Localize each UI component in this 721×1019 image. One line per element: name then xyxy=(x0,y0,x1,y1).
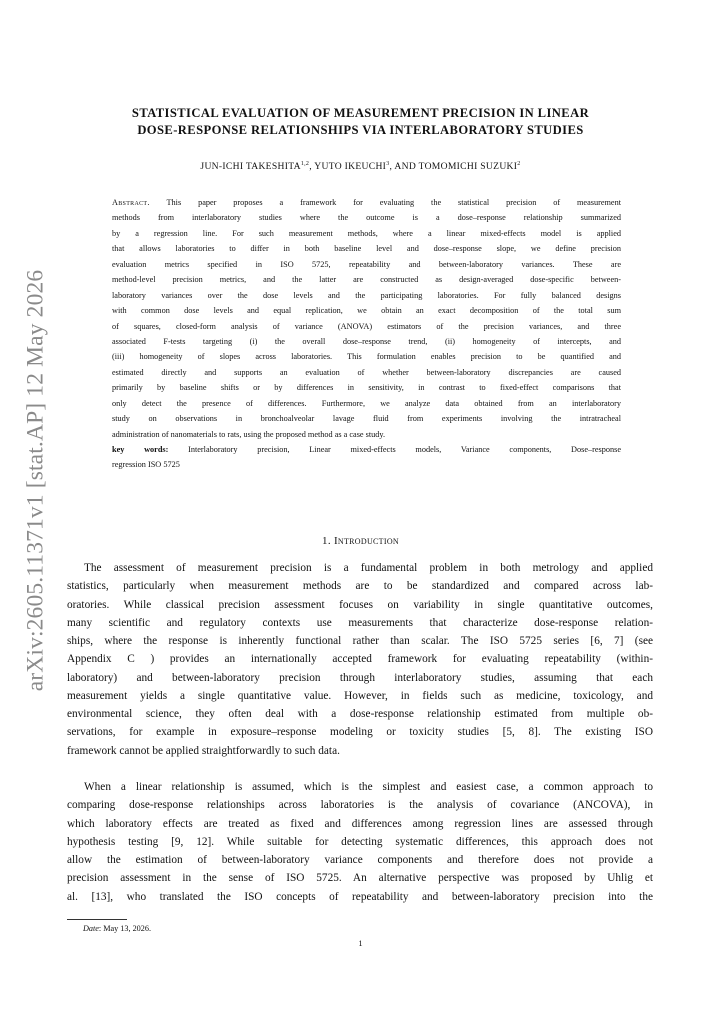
abstract-line: methods from interlaboratory studies where the outcome is a dose–response relationship summarized xyxy=(112,213,621,223)
keywords-text: Interlaboratory precision, Linear mixed-effects models, Variance components, Dose–response xyxy=(188,445,621,454)
paragraph-line: hypothesis testing [9, 12]. While suitable for detecting systematic differences, this approach does not xyxy=(67,835,653,848)
abstract-line: by a regression line. For such measurement methods, where a linear mixed-effects model is applied xyxy=(112,228,621,238)
abstract-line: with common dose levels and equal replication, we obtain an exact decomposition of the total sum xyxy=(112,306,621,316)
paragraph-line: comparing dose-response relationships across laboratories is the analysis of covariance (ANCOVA), in xyxy=(67,799,653,812)
author-name: , YUTO IKEUCHI xyxy=(309,161,387,173)
paragraph-line: which laboratory effects are treated as fixed and differences among regression lines are assessed through xyxy=(67,817,653,830)
abstract-line: study on observations in bronchoalveolar lavage fluid from experiments involving the intratracheal xyxy=(112,414,621,424)
section-title: Introduction xyxy=(333,535,399,547)
abstract-line: administration of nanomaterials to rats, using the proposed method as a case study. xyxy=(112,429,386,439)
author-name: JUN-ICHI TAKESHITA xyxy=(200,161,301,173)
keywords-line: regression ISO 5725 xyxy=(112,460,180,470)
abstract-line: of squares, closed-form analysis of variance (ANOVA) estimators of the precision variances, and three xyxy=(112,321,621,331)
paragraph-line: precision assessment in the sense of ISO 5725. An alternative perspective was proposed by Uhlig et xyxy=(67,872,653,885)
paragraph-line: When a linear relationship is assumed, which is the simplest and easiest case, a common approach to xyxy=(84,781,653,793)
date-footnote xyxy=(83,924,151,933)
paragraph-line: laboratory) and between-laboratory precision through interlaboratory studies, assuming that each xyxy=(67,671,653,684)
title-line-2: DOSE-RESPONSE RELATIONSHIPS VIA INTERLABORATORY STUDIES xyxy=(137,122,584,137)
abstract xyxy=(112,195,621,473)
arxiv-identifier-text: arXiv:2605.11371v1 [stat.AP] 12 May 2026 xyxy=(22,269,49,691)
paragraph-line: framework cannot be applied straightforwardly to such data. xyxy=(67,744,340,757)
author-affiliation: 3 xyxy=(386,161,390,167)
abstract-line: laboratory variances over the dose levels and the participating laboratories. For fully balanced designs xyxy=(112,290,621,300)
abstract-line: method-level precision metrics, and the latter are constructed as design-averaged dose-specific between- xyxy=(112,275,621,285)
paragraph xyxy=(67,559,653,760)
page-number: 1 xyxy=(358,938,363,948)
paragraph-line: al. [13], who translated the ISO concepts of repeatability and between-laboratory precision into the xyxy=(67,890,653,903)
section-heading xyxy=(60,535,661,547)
paragraph xyxy=(67,778,653,906)
paragraph-line: Appendix C ) provides an internationally accepted framework for evaluating repeatability (within- xyxy=(67,653,653,666)
abstract-line: evaluation metrics specified in ISO 5725, repeatability and between-laboratory variances. These are xyxy=(112,259,621,269)
paragraph-line: servations, for example in exposure–response modeling or toxicity studies [5, 8]. The existing ISO xyxy=(67,726,653,739)
abstract-line: estimated directly and supports an evaluation of whether between-laboratory discrepancies are caused xyxy=(112,367,621,377)
paragraph-line: environmental science, they often deal with a dose-response relationship estimated from multiple ob- xyxy=(67,708,653,720)
arxiv-identifier-stamp xyxy=(17,269,55,691)
author-affiliation: 2 xyxy=(517,161,521,167)
abstract-text: This paper proposes a framework for evaluating the statistical precision of measurement xyxy=(166,198,621,207)
paragraph-line: ships, where the response is inherently functional rather than scalar. The ISO 5725 series [6, 7] (see xyxy=(67,635,653,647)
keywords-line xyxy=(112,442,621,457)
abstract-label: Abstract. xyxy=(112,198,150,207)
paragraph-line: oratories. While classical precision assessment focuses on variability in single quantitative outcomes, xyxy=(67,598,653,611)
abstract-line xyxy=(112,195,621,210)
title-line-1: STATISTICAL EVALUATION OF MEASUREMENT PRECISION IN LINEAR xyxy=(131,106,590,120)
author-list xyxy=(60,161,661,172)
paper-title xyxy=(60,105,661,138)
abstract-line: that allows laboratories to differ in both baseline level and dose–response slope, we define precision xyxy=(112,244,621,254)
footnote-text: : May 13, 2026. xyxy=(98,924,152,933)
paragraph-line: many scientific and regulatory contexts use measurements that characterize dose-response relation- xyxy=(67,616,653,629)
paragraph-line: The assessment of measurement precision is a fundamental problem in both metrology and applied xyxy=(84,562,653,574)
keywords-label: key words: xyxy=(112,445,169,454)
footnote-divider xyxy=(67,919,127,920)
abstract-line: only detect the presence of differences. Furthermore, we analyze data obtained from an interlaboratory xyxy=(112,398,621,408)
paragraph-line: measurement yields a single quantitative value. However, in fields such as medicine, toxicology, and xyxy=(67,689,653,702)
abstract-line: primarily by baseline shifts or by differences in sensitivity, in contrast to fixed-effect comparisons that xyxy=(112,383,621,393)
abstract-line: (iii) homogeneity of slopes across laboratories. This formulation enables precision to be quantified and xyxy=(112,352,621,362)
section-number: 1. xyxy=(322,535,331,547)
author-affiliation: 1,2 xyxy=(300,161,310,167)
footnote-label: Date xyxy=(83,924,99,933)
abstract-line: associated F-tests targeting (i) the overall dose–response trend, (ii) homogeneity of intercepts, and xyxy=(112,336,621,346)
author-name: , AND TOMOMICHI SUZUKI xyxy=(389,161,518,173)
paragraph-line: statistics, particularly when measurement methods are to be standardized and compared across lab- xyxy=(67,580,653,593)
paragraph-line: allow the estimation of between-laboratory variance components and therefore does not provide a xyxy=(67,854,653,866)
